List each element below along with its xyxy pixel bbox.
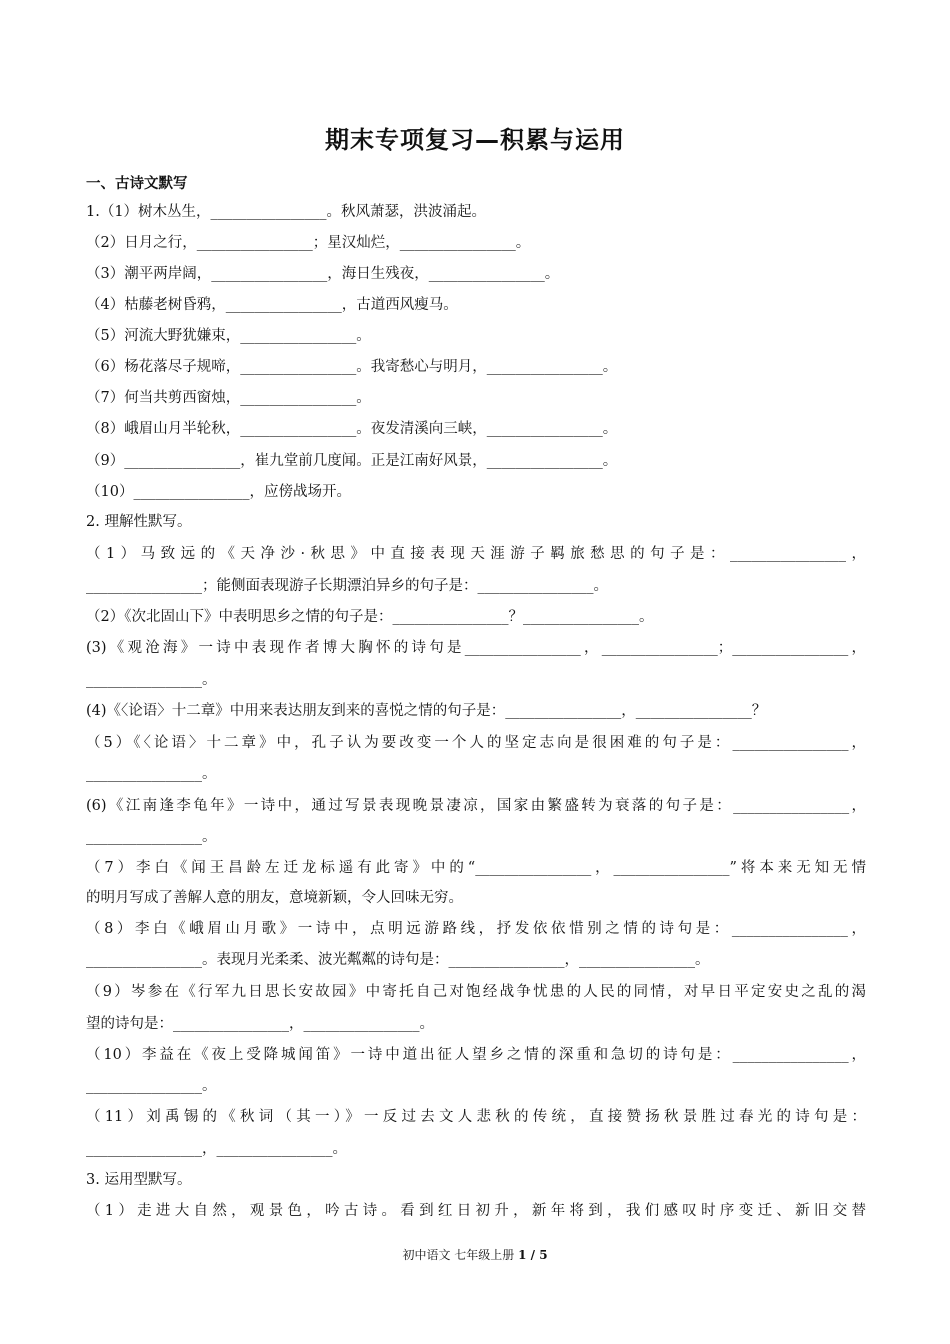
- question-line: （7）李白《闻王昌龄左迁龙标遥有此寄》中的“________________，________________”将本来无知无情: [86, 860, 866, 876]
- question-line: ________________。: [86, 829, 217, 845]
- question-line: （1）马致远的《天净沙·秋思》中直接表现天涯游子羁旅愁思的句子是：________________，: [86, 546, 866, 562]
- question-line: ________________，________________。: [86, 1141, 347, 1157]
- question-line: （7）何当共剪西窗烛，________________。: [86, 390, 371, 406]
- question-line: （10）李益在《夜上受降城闻笛》一诗中道出征人望乡之情的深重和急切的诗句是：________________，: [86, 1047, 866, 1063]
- question-line: (6)《江南逢李龟年》一诗中，通过写景表现晚景凄凉，国家由繁盛转为衰落的句子是：________________，: [86, 798, 866, 814]
- question-line: ________________。: [86, 1078, 217, 1094]
- question-line: ________________。: [86, 766, 217, 782]
- question-line: （2）日月之行，________________；星汉灿烂，________________。: [86, 235, 531, 251]
- question-line: （2）《次北固山下》中表明思乡之情的句子是：________________？________________。: [86, 609, 654, 625]
- question-line: （4）枯藤老树昏鸦，________________，古道西风瘦马。: [86, 297, 458, 313]
- footer-course: 初中语文 七年级上册: [402, 1248, 515, 1262]
- section-heading: 一、古诗文默写: [86, 176, 188, 192]
- question-line: （9）岑参在《行军九日思长安故园》中寄托自己对饱经战争忧患的人民的同情，对早日平定安史之乱的渴: [86, 984, 866, 1000]
- question-line: （11）刘禹锡的《秋词（其一）》一反过去文人悲秋的传统，直接赞扬秋景胜过春光的诗句是：: [86, 1109, 866, 1125]
- question-line: （8）李白《峨眉山月歌》一诗中，点明远游路线，抒发依依惜别之情的诗句是：________________，: [86, 921, 866, 937]
- question-line: （6）杨花落尽子规啼，________________。我寄愁心与明月，________________。: [86, 359, 618, 375]
- question-heading: 3. 运用型默写。: [86, 1172, 192, 1188]
- question-line: ________________；能侧面表现游子长期漂泊异乡的句子是：________________。: [86, 578, 608, 594]
- page-footer: [0, 1246, 950, 1263]
- question-line: 1.（1）树木丛生，________________。秋风萧瑟，洪波涌起。: [86, 204, 487, 220]
- question-line: 的明月写成了善解人意的朋友，意境新颖，令人回味无穷。: [86, 890, 463, 906]
- question-line: (4)《〈论语〉十二章》中用来表达朋友到来的喜悦之情的句子是：________________，________________？: [86, 703, 767, 719]
- question-line: （5）河流大野犹嫌束，________________。: [86, 328, 371, 344]
- question-line: (3)《观沧海》一诗中表现作者博大胸怀的诗句是________________，________________；________________，: [86, 640, 866, 656]
- question-line: ________________。表现月光柔柔、波光粼粼的诗句是：________________，________________。: [86, 952, 710, 968]
- question-line: （1）走进大自然，观景色，吟古诗。看到红日初升，新年将到，我们感叹时序变迁、新旧交替: [86, 1203, 866, 1219]
- question-line: （9）________________，崔九堂前几度闻。正是江南好风景，________________。: [86, 453, 618, 469]
- page-title: 期末专项复习—积累与运用: [325, 126, 625, 154]
- question-line: （10）________________，应傍战场开。: [86, 484, 351, 500]
- question-line: 望的诗句是：________________，________________。: [86, 1016, 434, 1032]
- question-line: ________________。: [86, 672, 217, 688]
- question-line: （3）潮平两岸阔，________________，海日生残夜，________________。: [86, 266, 560, 282]
- question-heading: 2. 理解性默写。: [86, 514, 192, 530]
- page-number: 1 / 5: [518, 1248, 548, 1262]
- question-line: （5）《〈论语〉十二章》中，孔子认为要改变一个人的坚定志向是很困难的句子是：________________，: [86, 735, 866, 751]
- question-line: （8）峨眉山月半轮秋，________________。夜发清溪向三峡，________________。: [86, 421, 618, 437]
